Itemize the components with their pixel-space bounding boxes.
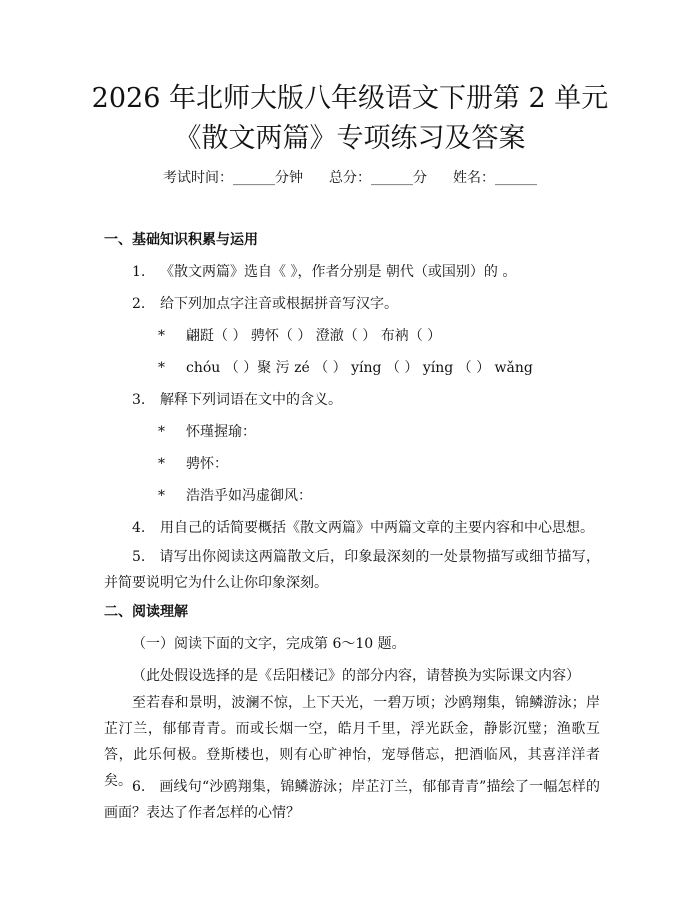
bullet: * [158,328,165,344]
list-item-text: 骋怀： [186,456,228,472]
question-2 [132,294,398,314]
reading-passage: 至若春和景明，波澜不惊，上下天光，一碧万顷；沙鸥翔集，锦鳞游泳；岸芷汀兰，郁郁青青。而或长烟一空，皓月千里，浮光跃金，静影沉璧；渔歌互答，此乐何极。登斯楼也，则有心旷神怡，宠辱偕忘，把酒临风，其喜洋洋者矣。 [104,695,600,789]
question-text: 解释下列词语在文中的含义。 [160,392,342,408]
question-number: 2. [132,296,146,312]
title-line-2: 《散文两篇》专项练习及答案 [174,123,526,154]
bullet: * [158,424,165,440]
reading-note: （此处假设选择的是《岳阳楼记》的部分内容，请替换为实际课文内容） [132,668,580,684]
section-heading-1: 一、基础知识积累与运用 [104,232,258,248]
exam-time: 考试时间：______分钟 [163,170,303,186]
list-item-text: chóu （ ）聚 污 zé （ ） yíng （ ） yíng （ ） wǎng [186,360,533,376]
question-1 [132,262,516,282]
bullet: * [158,488,165,504]
list-item [158,422,256,442]
list-item [158,486,312,506]
list-item [158,454,228,474]
exam-score: 总分：______分 [329,170,427,186]
question-number: 4. [132,520,146,536]
question-text: 给下列加点字注音或根据拼音写汉字。 [160,296,398,312]
section-heading-2: 二、阅读理解 [104,604,188,620]
question-text: 用自己的话简要概括《散文两篇》中两篇文章的主要内容和中心思想。 [160,520,594,536]
exam-name: 姓名：______ [453,170,537,186]
question-text: 《散文两篇》选自《 》，作者分别是 朝代（或国别）的 。 [160,264,517,280]
list-item [158,326,441,346]
question-4 [132,518,594,538]
list-item-text: 翩跹（ ） 骋怀（ ） 澄澈（ ） 布衲（ ） [186,328,442,344]
list-item-text: 浩浩乎如冯虚御风： [186,488,312,504]
question-number: 1. [132,264,146,280]
list-item-text: 怀瑾握瑜： [186,424,256,440]
question-3 [132,390,342,410]
question-number: 5. [132,549,146,565]
bullet: * [158,456,165,472]
question-text: 请写出你阅读这两篇散文后，印象最深刻的一处景物描写或细节描写，并简要说明它为什么让你印象深刻。 [104,549,600,591]
question-text: 画线句“沙鸥翔集，锦鳞游泳；岸芷汀兰，郁郁青青”描绘了一幅怎样的画面？表达了作者怎样的心情？ [104,779,600,821]
question-number: 6. [132,779,146,795]
title-line-1: 2026 年北师大版八年级语文下册第 2 单元 [91,83,609,114]
question-number: 3. [132,392,146,408]
question-5 [104,544,600,596]
question-6 [104,774,600,826]
exam-info [0,168,700,188]
list-item [158,358,533,378]
reading-intro: （一）阅读下面的文字，完成第 6～10 题。 [132,636,406,652]
bullet: * [158,360,165,376]
